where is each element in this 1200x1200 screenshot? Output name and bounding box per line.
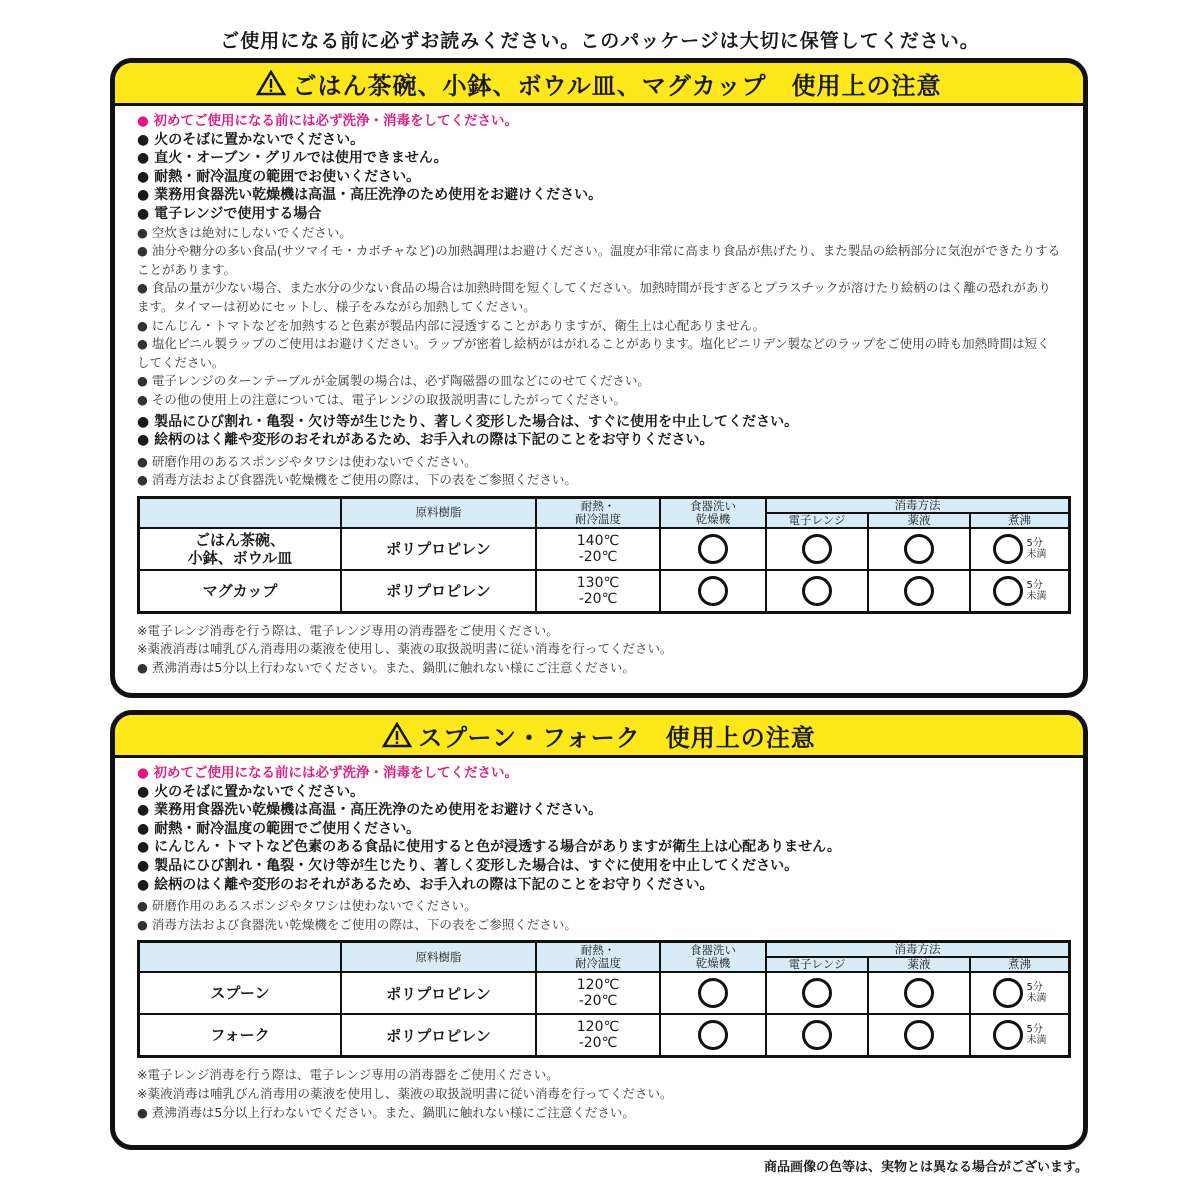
cell-boil: [970, 972, 1070, 1014]
table-row: [139, 972, 1070, 1014]
cell-microwave: [766, 1014, 868, 1057]
header-chemical: 薬液: [868, 513, 970, 528]
caution-line: ● 初めてご使用になる前には必ず洗浄・消毒をしてください。: [137, 113, 518, 129]
boil-note: 5分 未満: [1026, 579, 1047, 602]
table-row: [139, 1014, 1070, 1057]
caution-line: ● 油分や糖分の多い食品(サツマイモ・カボチャなど)の加熱調理はお避けください。温度が非常に高まり食品が焦げたり、また製品の絵柄部分に気泡ができたりすることがあります。: [137, 243, 1061, 277]
panel-title: スプーン・フォーク 使用上の注意: [418, 723, 816, 752]
note-line: ※電子レンジ消毒を行う際は、電子レンジ専用の消毒器をご使用ください。: [137, 1067, 559, 1083]
boil-note: 5分 未満: [1026, 537, 1047, 560]
caution-list: [137, 764, 1061, 934]
header-chemical: 薬液: [868, 957, 970, 972]
panel-title: ごはん茶碗、小鉢、ボウル皿、マグカップ 使用上の注意: [292, 71, 942, 100]
caution-line: ● 電子レンジで使用する場合: [137, 205, 322, 222]
temp-high: 120℃: [576, 977, 620, 994]
circle-mark-icon: [904, 534, 934, 564]
caution-line: ● 消毒方法および食器洗い乾燥機をご使用の際は、下の表をご参照ください。: [137, 916, 577, 932]
panel-tableware: [110, 58, 1088, 698]
caution-line: ● 火のそばに置かないでください。: [137, 783, 365, 800]
circle-mark-icon: [698, 1020, 728, 1050]
header-dishwasher: 食器洗い 乾燥機: [660, 942, 766, 973]
temp-low: -20℃: [578, 590, 618, 607]
header-temp: 耐熱・ 耐冷温度: [536, 942, 660, 973]
circle-mark-icon: [904, 1020, 934, 1050]
cell-boil: [970, 528, 1070, 570]
circle-mark-icon: [802, 534, 832, 564]
boil-note: 5分 未満: [1026, 1024, 1047, 1047]
cell-resin: ポリプロピレン: [341, 972, 536, 1014]
cell-chemical: [868, 528, 970, 570]
header-disinfect: 消毒方法: [766, 497, 1070, 513]
caution-list: [137, 112, 1061, 490]
caution-line: ● 研磨作用のあるスポンジやタワシは使わないでください。: [137, 453, 477, 469]
cell-temp: [536, 528, 660, 570]
cell-temp: [536, 1014, 660, 1057]
cell-microwave: [766, 528, 868, 570]
note-line: ● 煮沸消毒は5分以上行わないでください。また、鍋肌に触れない様にご注意ください。: [137, 660, 635, 676]
caution-line: ● 業務用食器洗い乾燥機は高温・高圧洗浄のため使用をお避けください。: [137, 802, 603, 819]
cell-resin: ポリプロピレン: [341, 1014, 536, 1057]
note-line: ※薬液消毒は哺乳びん消毒用の薬液を使用し、薬液の取扱説明書に従い消毒を行ってください。: [137, 1085, 673, 1101]
cell-temp: [536, 972, 660, 1014]
temp-high: 130℃: [576, 574, 620, 591]
header-dishwasher: 食器洗い 乾燥機: [660, 497, 766, 528]
caution-line: ● 空炊きは絶対にしないでください。: [137, 224, 352, 240]
circle-mark-icon: [802, 1020, 832, 1050]
circle-mark-icon: [904, 576, 934, 606]
temp-low: -20℃: [578, 548, 618, 565]
caution-line: ● 耐熱・耐冷温度の範囲でお使いください。: [137, 168, 421, 185]
cell-temp: [536, 570, 660, 613]
caution-line: ● 食品の量が少ない場合、また水分の少ない食品の場合は加熱時間を短くしてください。加熱時間が長すぎるとプラスチックが溶けたり絵柄のはく離の恐れがあります。タイマーは初めにセットし、様子をみながら加熱してください。: [137, 280, 1051, 314]
temp-high: 140℃: [576, 532, 620, 549]
cell-microwave: [766, 972, 868, 1014]
header-disinfect: 消毒方法: [766, 942, 1070, 958]
header-microwave: 電子レンジ: [766, 957, 868, 972]
caution-line: ● 製品にひび割れ・亀裂・欠け等が生じたり、著しく変形した場合は、すぐに使用を中止してください。: [137, 857, 799, 874]
note-line: ● 煮沸消毒は5分以上行わないでください。また、鍋肌に触れない様にご注意ください。: [137, 1104, 635, 1120]
footer-note: 商品画像の色等は、実物とは異なる場合がございます。: [764, 1160, 1088, 1175]
panel-header: [115, 715, 1083, 758]
caution-line: ● 火のそばに置かないでください。: [137, 131, 365, 148]
cell-item: フォーク: [139, 1014, 342, 1057]
cell-dishwasher: [660, 528, 766, 570]
caution-line: ● 直火・オーブン・グリルでは使用できません。: [137, 150, 448, 167]
circle-mark-icon: [802, 576, 832, 606]
note-line: ※薬液消毒は哺乳びん消毒用の薬液を使用し、薬液の取扱説明書に従い消毒を行ってください。: [137, 641, 673, 657]
caution-line: ● 電子レンジのターンテーブルが金属製の場合は、必ず陶磁器の皿などにのせてください。: [137, 373, 650, 389]
temp-high: 120℃: [576, 1019, 620, 1036]
cell-microwave: [766, 570, 868, 613]
table-row: [139, 528, 1070, 570]
cell-boil: [970, 570, 1070, 613]
header-resin: 原料樹脂: [341, 942, 536, 973]
caution-line: ● 絵柄のはく離や変形のおそれがあるため、お手入れの際は下記のことをお守りください。: [137, 876, 714, 893]
spec-table: [137, 940, 1071, 1058]
header-resin: 原料樹脂: [341, 497, 536, 528]
top-note: ご使用になる前に必ずお読みください。このパッケージは大切に保管してください。: [220, 30, 980, 52]
caution-line: ● 塩化ビニル製ラップのご使用はお避けください。ラップが密着し絵柄がはがれることがあります。塩化ビニリデン製などのラップをご使用の時も加熱時間は短くしてください。: [137, 336, 1050, 370]
note-line: ※電子レンジ消毒を行う際は、電子レンジ専用の消毒器をご使用ください。: [137, 622, 559, 638]
spec-table: [137, 496, 1071, 614]
cell-dishwasher: [660, 972, 766, 1014]
temp-low: -20℃: [578, 1035, 618, 1052]
circle-mark-icon: [802, 978, 832, 1008]
header-microwave: 電子レンジ: [766, 513, 868, 528]
circle-mark-icon: [993, 1020, 1023, 1050]
header-item: [139, 942, 342, 973]
warning-triangle-icon: [256, 70, 286, 96]
caution-line: ● 研磨作用のあるスポンジやタワシは使わないでください。: [137, 898, 477, 914]
cell-chemical: [868, 972, 970, 1014]
cell-boil: [970, 1014, 1070, 1057]
circle-mark-icon: [698, 534, 728, 564]
cell-item: マグカップ: [139, 570, 342, 613]
cell-item: ごはん茶碗、 小鉢、ボウル皿: [139, 528, 342, 570]
caution-line: ● 製品にひび割れ・亀裂・欠け等が生じたり、著しく変形した場合は、すぐに使用を中止してください。: [137, 413, 799, 430]
cell-resin: ポリプロピレン: [341, 570, 536, 613]
panel-header: [115, 63, 1083, 106]
header-boil: 煮沸: [970, 513, 1070, 528]
circle-mark-icon: [904, 978, 934, 1008]
caution-line: ● 耐熱・耐冷温度の範囲でご使用ください。: [137, 820, 421, 837]
caution-line: ● にんじん・トマトなど色素のある食品に使用すると色が浸透する場合がありますが衛生上は心配ありません。: [137, 839, 841, 856]
caution-line: ● その他の使用上の注意については、電子レンジの取扱説明書にしたがってください。: [137, 391, 627, 407]
circle-mark-icon: [993, 576, 1023, 606]
circle-mark-icon: [698, 576, 728, 606]
cell-chemical: [868, 570, 970, 613]
temp-low: -20℃: [578, 993, 618, 1010]
notes-list: [137, 1066, 1061, 1122]
caution-line: ● にんじん・トマトなどを加熱すると色素が製品内部に浸透することがありますが、衛生上は心配ありません。: [137, 317, 766, 333]
caution-line: ● 消毒方法および食器洗い乾燥機をご使用の際は、下の表をご参照ください。: [137, 472, 577, 488]
header-item: [139, 497, 342, 528]
boil-note: 5分 未満: [1026, 982, 1047, 1005]
header-boil: 煮沸: [970, 957, 1070, 972]
circle-mark-icon: [993, 534, 1023, 564]
circle-mark-icon: [993, 978, 1023, 1008]
circle-mark-icon: [698, 978, 728, 1008]
notes-list: [137, 622, 1061, 678]
cell-item: スプーン: [139, 972, 342, 1014]
cell-dishwasher: [660, 570, 766, 613]
header-temp: 耐熱・ 耐冷温度: [536, 497, 660, 528]
caution-line: ● 業務用食器洗い乾燥機は高温・高圧洗浄のため使用をお避けください。: [137, 187, 603, 204]
caution-line: ● 初めてご使用になる前には必ず洗浄・消毒をしてください。: [137, 765, 518, 781]
cell-chemical: [868, 1014, 970, 1057]
table-row: [139, 570, 1070, 613]
cell-resin: ポリプロピレン: [341, 528, 536, 570]
warning-triangle-icon: [382, 722, 412, 748]
panel-cutlery: [110, 710, 1088, 1150]
cell-dishwasher: [660, 1014, 766, 1057]
caution-line: ● 絵柄のはく離や変形のおそれがあるため、お手入れの際は下記のことをお守りください。: [137, 432, 714, 449]
